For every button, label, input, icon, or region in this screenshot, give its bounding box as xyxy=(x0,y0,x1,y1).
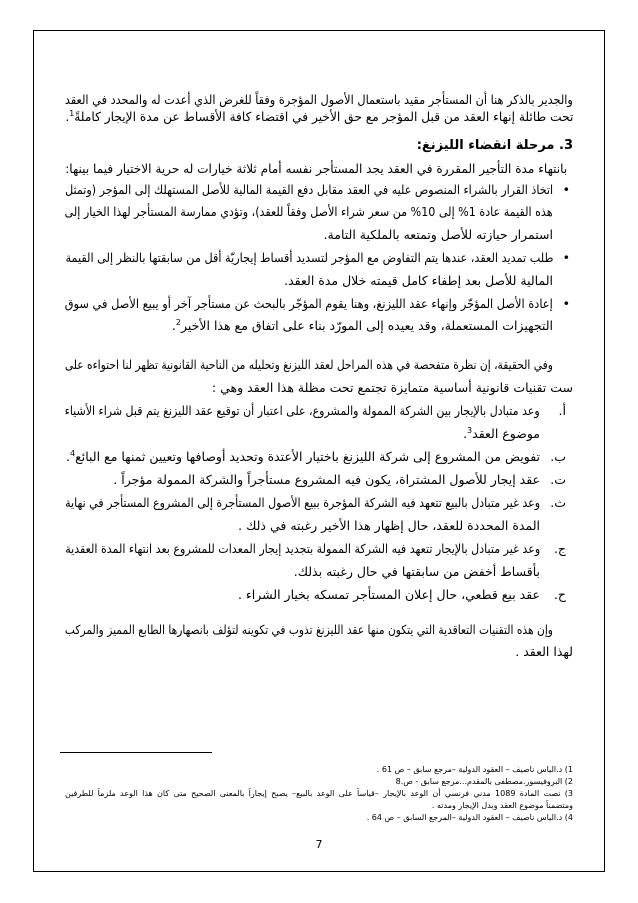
list-item-text: عقد إيجار للأصول المشتراة، يكون فيه المشروع مستأجراً والشركة الممولة مؤجراً . xyxy=(113,472,540,487)
bullet-icon: • xyxy=(562,296,570,311)
list-item-line xyxy=(64,424,540,444)
bullet-line-text: إعادة الأصل المؤجّر وإنهاء عقد الليزنغ، وهنا يقوم المؤجّر بالبحث عن مستأجر آخر أو يبيع الأصل في سوق xyxy=(65,296,553,311)
bullet-line xyxy=(64,180,553,200)
paragraph-line-text: ست تقنيات قانونية أساسية متمايزة تجتمع تحت مظلة هذا العقد وهي : xyxy=(211,380,573,395)
section-heading-text: 3. مرحلة انقضاء الليزنغ: xyxy=(416,138,573,153)
list-item-text: وعد متبادل بالإيجار بين الشركة الممولة والمشروع، على اعتبار أن توقيع عقد الليزنغ يتم قبل شراء الأشياء xyxy=(65,403,540,418)
list-item-text: عقد بيع قطعي، حال إعلان المستأجر تمسكه بخيار الشراء . xyxy=(237,587,540,602)
footnote xyxy=(64,776,573,788)
footnote xyxy=(64,764,573,776)
section-intro xyxy=(64,159,567,179)
line-end: . xyxy=(171,318,176,333)
list-item-text: وعد غير متبادل بالبيع تتعهد فيه الشركة المؤجرة ببيع الأصول المستأجرة إلى المشروع المستأجر في نهاية xyxy=(65,495,540,510)
list-marker: ح. xyxy=(553,587,566,602)
list-item-line xyxy=(64,493,540,513)
paragraph-line xyxy=(64,378,573,398)
bullet-line-text xyxy=(172,316,553,336)
footnote-ref: 4 xyxy=(69,448,76,458)
list-marker: ت. xyxy=(550,472,566,487)
list-item-text xyxy=(66,447,540,467)
list-marker: ب. xyxy=(550,449,566,464)
paragraph-line-text: وفي الحقيقة، إن نظرة متفحصة في هذه المراحل لعقد الليزنغ وتحليله من الناحية القانونية تظهر لنا احتواءه على xyxy=(65,357,553,372)
list-item-line xyxy=(64,516,540,536)
paragraph-line xyxy=(64,620,553,640)
list-item-line xyxy=(64,447,540,467)
line-end: . xyxy=(66,449,70,464)
footnote xyxy=(64,800,573,812)
section-intro-text: بانتهاء مدة التأجير المقررة في العقد يجد المستأجر نفسه أمام ثلاثة خيارات له حرية الاختيار فيما بينها: xyxy=(65,161,567,176)
bullet-line-text: استمرار حيازته للأصل وتمتعه بالملكية التامة. xyxy=(323,227,553,242)
bullet-icon: • xyxy=(562,182,570,197)
footnote-text: 3) نصت المادة 1089 مدني فرنسي أن الوعد بالإيجار –قياساً على الوعد بالبيع– يصبح إيجاراً بالمعنى الصحيح متى كان هذا الوعد ملزماً للطرفين xyxy=(65,789,573,798)
list-item-line xyxy=(64,470,540,490)
list-marker: ث. xyxy=(550,495,566,510)
list-marker: أ. xyxy=(558,403,566,418)
footnote-ref: 2 xyxy=(175,317,181,327)
footnote-text: 2) البروفيسور.مصطفى بالمقدم...مرجع سابق - ص.8 xyxy=(395,777,573,786)
bullet-line-text: اتخاذ القرار بالشراء المنصوص عليه في العقد مقابل دفع القيمة المالية للأصل المستهلك إلى المؤجر (وتمثل xyxy=(65,182,553,197)
list-item-text: المدة المحددة للعقد، حال إظهار هذا الأخير رغبته في ذلك . xyxy=(238,518,540,533)
section-heading xyxy=(64,136,573,156)
footnote xyxy=(64,812,573,824)
list-item-text xyxy=(463,424,540,444)
bullet-line xyxy=(64,316,553,336)
footnote-ref: 3 xyxy=(467,425,473,435)
line-text: تحت طائلة إنهاء العقد من قبل المؤجر مع حق الأخير في اقتضاء كافة الأقساط عن مدة الإيجار كاملةً xyxy=(73,109,573,124)
list-item-line xyxy=(64,562,540,582)
footnote-text: ومتضمناً موضوع العقد وبدل الإيجار ومدته . xyxy=(431,801,573,810)
footnote-text: 4) د.الياس ناصيف – العقود الدولية –المرجع السابق – ص 64 . xyxy=(366,813,573,822)
paragraph-line-text: لهذا العقد . xyxy=(515,644,573,659)
paragraph-line-text: والجدير بالذكر هنا أن المستأجر مقيد باستعمال الأصول المؤجرة وفقاً للغرض الذي أعدت له والمحدد في العقد xyxy=(65,92,573,107)
footnote-text: 1) د.الياس ناصيف – العقود الدولية –مرجع سابق – ص 61 . xyxy=(376,765,573,774)
paragraph-line xyxy=(64,107,573,127)
line-text: تفويض من المشروع إلى شركة الليزنغ باختيار الأعتدة وتحديد أوصافها وتعيين ثمنها مع البائع xyxy=(75,449,540,464)
bullet-line xyxy=(64,248,553,268)
bullet-icon: • xyxy=(562,250,570,265)
footnote-ref: 1 xyxy=(68,108,74,118)
line-text: التجهيزات المستعملة، وقد يعيده إلى المورّد بناء على اتفاق مع هذا الأخير xyxy=(180,318,553,333)
paragraph-line-text xyxy=(65,107,573,127)
footnote xyxy=(64,788,573,800)
page-number: 7 xyxy=(315,838,323,851)
bullet-line-text: طلب تمديد العقد، عندها يتم التفاوض مع المؤجر لتسديد أقساط إيجاريّة أقل من سابقتها بالنظر إلى القيمة xyxy=(65,250,553,265)
list-item-line xyxy=(64,539,540,559)
list-item-text: وعد غير متبادل بالإيجار تتعهد فيه الشركة الممولة بتجديد إيجار المعدات للمشروع بعد انتهاء المدة العقدية xyxy=(65,541,540,556)
paragraph-line xyxy=(64,355,553,375)
list-item-text: بأقساط أخفض من سابقتها في حال رغبته بذلك. xyxy=(293,564,540,579)
bullet-line xyxy=(64,225,553,245)
paragraph-line-text: وإن هذه التقنيات التعاقدية التي يتكون منها عقد الليزنغ تذوب في تكوينه لتؤلف بانصهارها الطابع المميز والمركب xyxy=(65,622,553,637)
bullet-line-text: المالية للأصل بعد إطفاء كامل قيمته خلال مدة العقد. xyxy=(284,273,553,288)
footnote-separator xyxy=(60,752,212,753)
list-item-line xyxy=(64,401,540,421)
line-end: . xyxy=(463,426,468,441)
line-text: موضوع العقد xyxy=(472,426,540,441)
bullet-line-text: هذه القيمة عادة 1% إلى 10% من سعر شراء الأصل وفقاً للعقد)، وتؤدي ممارسة المستأجر لهذا الخيار إلى xyxy=(65,204,553,219)
bullet-line xyxy=(64,294,553,314)
list-item-line xyxy=(64,585,540,605)
paragraph-line xyxy=(64,642,573,662)
line-end: . xyxy=(65,109,69,124)
bullet-line xyxy=(64,202,553,222)
bullet-line xyxy=(64,271,553,291)
list-marker: ج. xyxy=(553,541,566,556)
